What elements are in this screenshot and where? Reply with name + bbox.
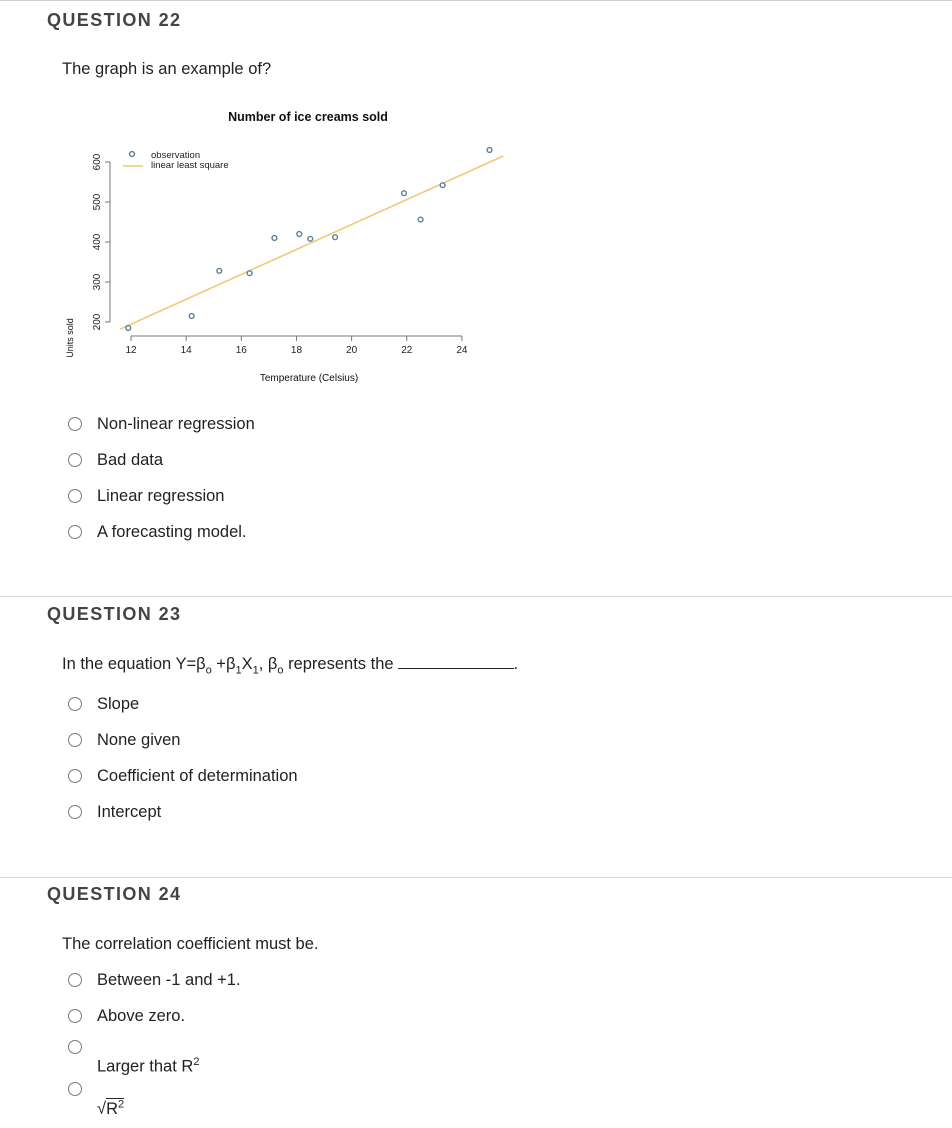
data-point xyxy=(217,268,222,273)
superscript: 2 xyxy=(193,1056,200,1068)
data-point xyxy=(247,271,252,276)
prompt-text: X xyxy=(241,655,253,673)
prompt-text: In the equation Y=β xyxy=(62,655,206,673)
option-text: Larger that R xyxy=(97,1057,194,1076)
chart-title: Number of ice creams sold xyxy=(228,110,388,124)
data-point xyxy=(440,183,445,188)
data-point xyxy=(487,148,492,153)
chart-axes xyxy=(92,153,468,356)
option-label xyxy=(97,1056,199,1077)
question-23-title: QUESTION 23 xyxy=(47,604,182,624)
data-point xyxy=(308,236,313,241)
option-label: Above zero. xyxy=(97,1006,186,1025)
subscript: 1 xyxy=(235,664,242,677)
y-tick-label: 600 xyxy=(92,153,103,171)
y-tick-label: 400 xyxy=(92,233,103,251)
question-24-title: QUESTION 24 xyxy=(47,884,182,904)
q22-option-3[interactable] xyxy=(68,484,225,508)
option-label xyxy=(97,1098,124,1119)
prompt-text: +β xyxy=(211,655,236,673)
radio-button[interactable] xyxy=(68,697,82,711)
q23-option-3[interactable] xyxy=(68,764,298,788)
y-tick-label: 500 xyxy=(92,193,103,211)
radio-button[interactable] xyxy=(68,489,82,503)
q24-option-4[interactable] xyxy=(68,1082,124,1122)
option-label: Bad data xyxy=(97,450,164,469)
data-point xyxy=(189,314,194,319)
q22-option-1[interactable] xyxy=(68,412,255,436)
option-label: A forecasting model. xyxy=(97,522,247,541)
option-label: Slope xyxy=(97,694,140,713)
superscript: 2 xyxy=(117,1098,125,1110)
x-tick-label: 18 xyxy=(290,345,303,356)
radio-button[interactable] xyxy=(68,805,82,819)
option-label: Intercept xyxy=(97,802,162,821)
option-label: Coefficient of determination xyxy=(97,766,298,785)
radical-sign: √ xyxy=(97,1099,107,1118)
x-tick-label: 24 xyxy=(456,345,468,356)
x-tick-label: 14 xyxy=(180,345,192,356)
data-point xyxy=(418,217,423,222)
q24-option-1[interactable] xyxy=(68,968,241,992)
question-22-prompt: The graph is an example of? xyxy=(62,60,272,78)
data-point xyxy=(402,191,407,196)
data-point xyxy=(272,236,277,241)
ice-cream-scatter-chart xyxy=(55,100,515,395)
q22-option-4[interactable] xyxy=(68,520,247,544)
legend-observation-label: observation xyxy=(151,150,201,161)
section-divider xyxy=(0,877,952,878)
data-point xyxy=(297,232,302,237)
x-tick-label: 20 xyxy=(346,345,358,356)
radio-button[interactable] xyxy=(68,1082,82,1096)
y-tick-label: 300 xyxy=(92,273,103,291)
question-22-title: QUESTION 22 xyxy=(47,10,182,30)
answer-blank xyxy=(398,655,514,669)
q24-option-3[interactable] xyxy=(68,1040,199,1076)
option-label: Non-linear regression xyxy=(97,414,255,433)
radio-button[interactable] xyxy=(68,973,82,987)
option-text: R xyxy=(106,1099,118,1118)
q24-option-2[interactable] xyxy=(68,1004,185,1028)
q22-option-2[interactable] xyxy=(68,448,163,472)
q23-option-2[interactable] xyxy=(68,728,180,752)
radio-button[interactable] xyxy=(68,417,82,431)
radio-button[interactable] xyxy=(68,769,82,783)
subscript: o xyxy=(205,664,212,677)
chart-y-label: Units sold xyxy=(65,318,75,358)
chart-plot-area xyxy=(120,148,503,331)
legend-line-label: linear least square xyxy=(151,160,229,171)
data-point xyxy=(333,235,338,240)
subscript: o xyxy=(277,664,284,677)
question-23-prompt xyxy=(62,655,518,676)
option-label: Between -1 and +1. xyxy=(97,970,241,989)
x-tick-label: 16 xyxy=(235,345,247,356)
radio-button[interactable] xyxy=(68,525,82,539)
prompt-text: represents the xyxy=(283,655,394,673)
q23-option-1[interactable] xyxy=(68,692,139,716)
y-tick-label: 200 xyxy=(92,313,103,331)
data-point xyxy=(126,326,131,331)
question-24-prompt: The correlation coefficient must be. xyxy=(62,935,319,953)
chart-x-label: Temperature (Celsius) xyxy=(259,373,359,384)
x-tick-label: 22 xyxy=(401,345,413,356)
option-label: None given xyxy=(97,730,181,749)
radio-button[interactable] xyxy=(68,1040,82,1054)
prompt-text: , β xyxy=(258,655,278,673)
x-tick-label: 12 xyxy=(125,345,137,356)
radio-button[interactable] xyxy=(68,453,82,467)
radio-button[interactable] xyxy=(68,1009,82,1023)
radio-button[interactable] xyxy=(68,733,82,747)
prompt-end: . xyxy=(513,655,519,673)
option-label: Linear regression xyxy=(97,486,225,505)
regression-line xyxy=(120,156,503,329)
legend-observation-marker xyxy=(130,152,135,157)
section-divider xyxy=(0,596,952,597)
top-border xyxy=(0,0,952,1)
radicand xyxy=(106,1098,124,1118)
subscript: 1 xyxy=(252,664,259,677)
chart-legend xyxy=(123,150,229,171)
q23-option-4[interactable] xyxy=(68,800,161,824)
